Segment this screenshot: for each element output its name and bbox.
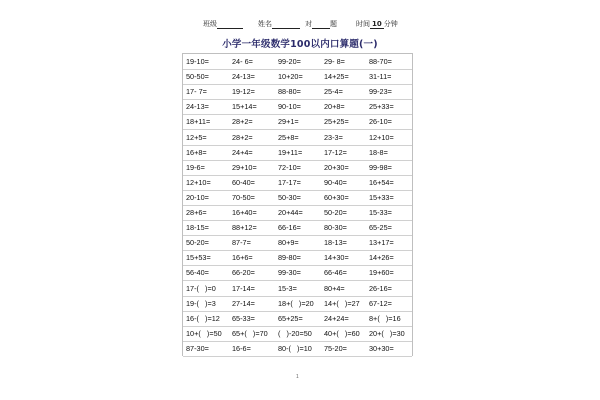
math-problem: 88-70= [369, 57, 392, 66]
minutes-label: 分钟 [383, 20, 398, 28]
math-problem: 24+4= [232, 147, 253, 157]
math-problem: 65-25= [369, 223, 392, 233]
math-problem: 40+( )=60 [324, 328, 360, 338]
math-problem: 72-10= [278, 162, 301, 172]
math-problem: 50-20= [324, 208, 347, 217]
math-problem: 30+30= [369, 343, 394, 353]
math-problem: 24-13= [232, 72, 255, 82]
math-problem: 60-40= [232, 177, 255, 187]
table-row [183, 250, 412, 266]
problem-table [182, 53, 413, 356]
math-problem: 27-14= [232, 298, 255, 308]
math-problem: 90-10= [278, 102, 301, 112]
math-problem: 65-33= [232, 313, 255, 323]
math-problem: 28+6= [186, 208, 207, 217]
math-problem: 28+2= [232, 117, 253, 127]
math-problem: 88-80= [278, 87, 301, 97]
math-problem: 28+2= [232, 132, 253, 142]
math-problem: 24+24= [324, 313, 349, 323]
math-problem: 66-20= [232, 268, 255, 278]
math-problem: 18-13= [324, 238, 347, 248]
math-problem: 16+54= [369, 177, 394, 187]
table-row [183, 296, 412, 312]
math-problem: 20-10= [186, 192, 209, 202]
math-problem: 56-40= [186, 268, 209, 278]
math-problem: ( )-20=50 [278, 328, 312, 338]
class-field [203, 19, 243, 29]
math-problem: 87-7= [232, 238, 251, 248]
math-problem: 16-6= [232, 343, 251, 353]
worksheet-header [0, 19, 600, 33]
table-row [183, 220, 412, 236]
math-problem: 66-46= [324, 268, 347, 278]
table-row [183, 84, 412, 100]
math-problem: 18-8= [369, 147, 388, 157]
table-row [183, 130, 412, 146]
math-problem: 80-( )=10 [278, 343, 312, 353]
math-problem: 17-( )=0 [186, 283, 216, 293]
math-problem: 17-14= [232, 283, 255, 293]
correct-count-field [305, 19, 337, 29]
math-problem: 80+9= [278, 238, 299, 248]
math-problem: 18+( )=20 [278, 298, 314, 308]
math-problem: 99-98= [369, 162, 392, 172]
table-row [183, 341, 412, 357]
math-problem: 25+33= [369, 102, 394, 112]
table-row [183, 326, 412, 342]
math-problem: 16-( )=12 [186, 313, 220, 323]
math-problem: 65+( )=70 [232, 328, 268, 338]
math-problem: 50-30= [278, 192, 301, 202]
math-problem: 19-12= [232, 87, 255, 97]
math-problem: 75-20= [324, 343, 347, 353]
math-problem: 14+26= [369, 253, 394, 263]
name-field [258, 19, 300, 29]
math-problem: 19-6= [186, 162, 205, 172]
table-row [183, 175, 412, 191]
math-problem: 67-12= [369, 298, 392, 308]
math-problem: 14+25= [324, 72, 349, 82]
math-problem: 29+1= [278, 117, 299, 127]
math-problem: 80-30= [324, 223, 347, 233]
table-row [183, 160, 412, 176]
math-problem: 60+30= [324, 192, 349, 202]
math-problem: 80+4= [324, 283, 345, 293]
table-row [183, 145, 412, 161]
math-problem: 88+12= [232, 223, 257, 233]
math-problem: 24-13= [186, 102, 209, 112]
math-problem: 25+25= [324, 117, 349, 127]
math-problem: 87-30= [186, 343, 209, 353]
table-row [183, 99, 412, 115]
table-row [183, 265, 412, 281]
time-blank [370, 20, 384, 29]
math-problem: 24- 6= [232, 57, 253, 66]
math-problem: 16+40= [232, 208, 257, 217]
math-problem: 20+( )=30 [369, 328, 405, 338]
math-problem: 15+33= [369, 192, 394, 202]
math-problem: 17-17= [278, 177, 301, 187]
math-problem: 25+8= [278, 132, 299, 142]
math-problem: 19+11= [278, 147, 303, 157]
math-problem: 17-12= [324, 147, 347, 157]
correct-label: 对 [305, 20, 312, 28]
math-problem: 99-30= [278, 268, 301, 278]
time-value: 10 [372, 20, 382, 28]
time-field [356, 19, 398, 29]
math-problem: 10+20= [278, 72, 303, 82]
table-row [183, 205, 412, 221]
math-problem: 29+10= [232, 162, 257, 172]
math-problem: 14+( )=27 [324, 298, 360, 308]
table-row [183, 281, 412, 297]
math-problem: 15+53= [186, 253, 211, 263]
math-problem: 12+10= [186, 177, 211, 187]
math-problem: 20+8= [324, 102, 345, 112]
math-problem: 15+14= [232, 102, 257, 112]
math-problem: 19-10= [186, 57, 209, 66]
page-number: 1 [296, 374, 299, 380]
name-blank [272, 20, 300, 29]
math-problem: 99-20= [278, 57, 301, 66]
math-problem: 20+30= [324, 162, 349, 172]
name-label: 姓名 [258, 20, 272, 28]
math-problem: 29- 8= [324, 57, 345, 66]
table-row [183, 54, 412, 70]
math-problem: 16+6= [232, 253, 253, 263]
math-problem: 19-( )=3 [186, 298, 216, 308]
math-problem: 89-80= [278, 253, 301, 263]
math-problem: 25-4= [324, 87, 343, 97]
class-label: 班级 [203, 20, 217, 28]
correct-blank [312, 20, 330, 29]
math-problem: 10+( )=50 [186, 328, 222, 338]
math-problem: 50-20= [186, 238, 209, 248]
math-problem: 18+11= [186, 117, 211, 127]
math-problem: 17- 7= [186, 87, 207, 97]
worksheet-title: 小学一年级数学100以内口算题(一) [222, 39, 378, 50]
table-row [183, 190, 412, 206]
time-label: 时间 [356, 20, 370, 28]
math-problem: 13+17= [369, 238, 394, 248]
math-problem: 26-10= [369, 117, 392, 127]
math-problem: 65+25= [278, 313, 303, 323]
math-problem: 12+5= [186, 132, 207, 142]
math-problem: 16+8= [186, 147, 207, 157]
math-problem: 12+10= [369, 132, 394, 142]
math-problem: 70-50= [232, 192, 255, 202]
class-blank [217, 20, 243, 29]
math-problem: 8+( )=16 [369, 313, 401, 323]
table-row [183, 311, 412, 327]
math-problem: 31-11= [369, 72, 392, 82]
math-problem: 14+30= [324, 253, 349, 263]
problems-label: 题 [330, 20, 337, 28]
math-problem: 66-16= [278, 223, 301, 233]
math-problem: 15-3= [278, 283, 297, 293]
math-problem: 90-40= [324, 177, 347, 187]
math-problem: 20+44= [278, 208, 303, 217]
table-row [183, 235, 412, 251]
math-problem: 26-16= [369, 283, 392, 293]
math-problem: 50-50= [186, 72, 209, 82]
math-problem: 18-15= [186, 223, 209, 233]
math-problem: 99-23= [369, 87, 392, 97]
math-problem: 23-3= [324, 132, 343, 142]
table-row [183, 69, 412, 85]
math-problem: 15-33= [369, 208, 392, 217]
table-row [183, 114, 412, 130]
math-problem: 19+60= [369, 268, 394, 278]
